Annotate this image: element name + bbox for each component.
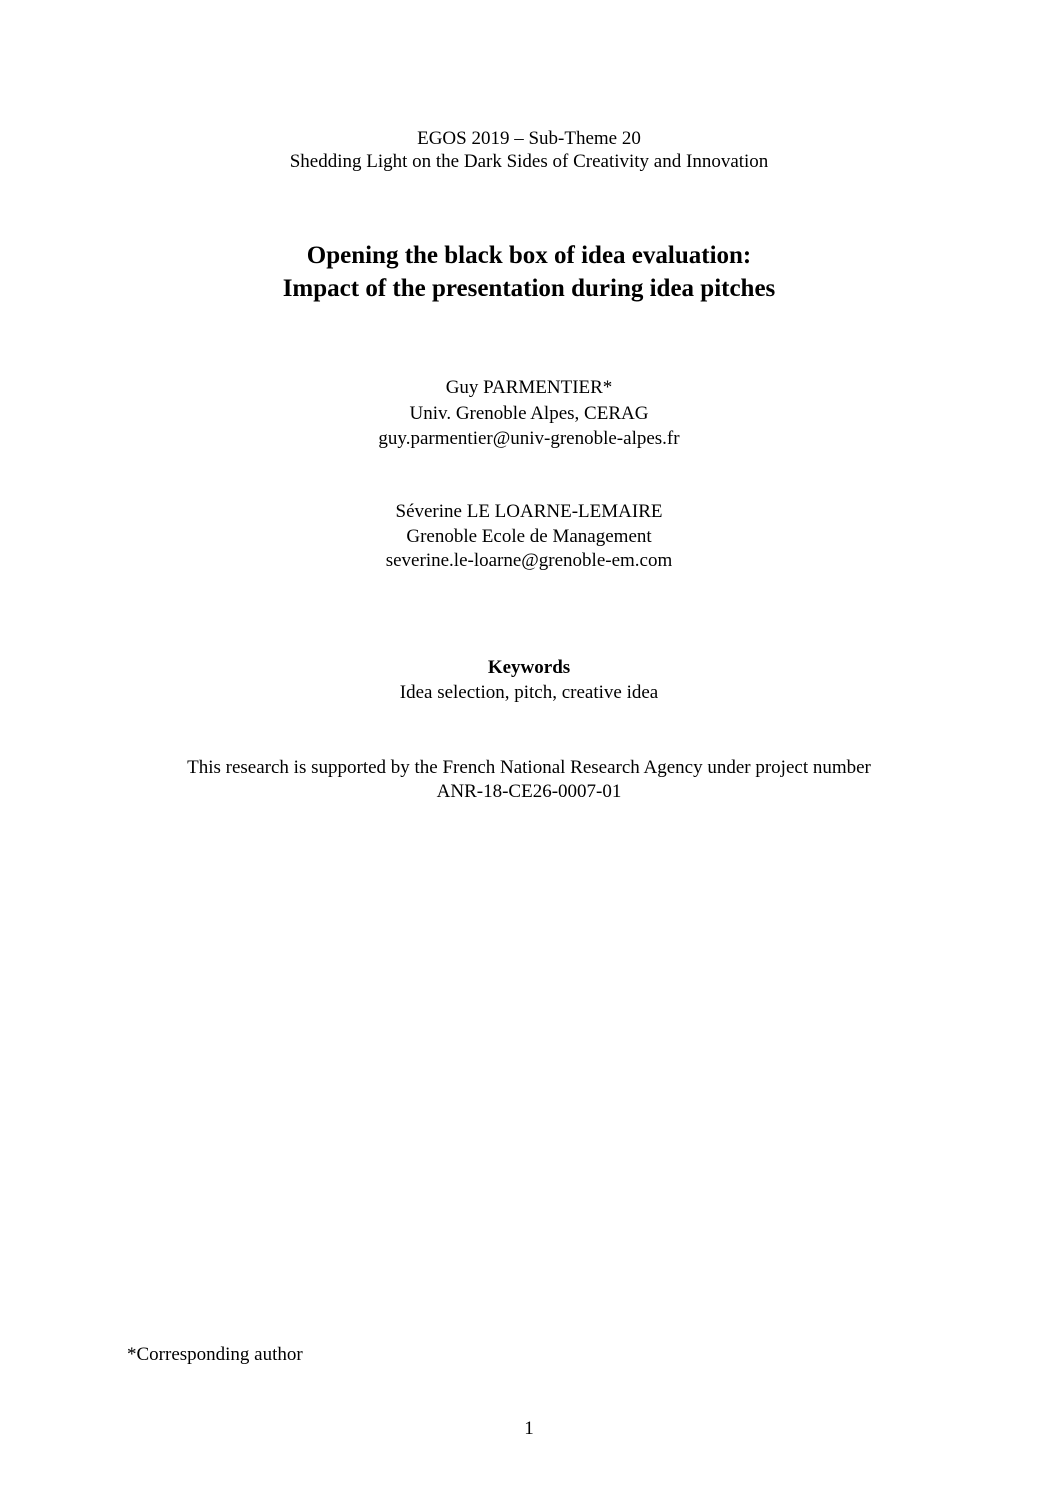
keywords-text: Idea selection, pitch, creative idea	[399, 682, 659, 703]
project-number: ANR-18-CE26-0007-01	[436, 781, 622, 802]
page-number: 1	[524, 1418, 534, 1439]
subtheme-line: Shedding Light on the Dark Sides of Creativity and Innovation	[289, 151, 769, 172]
corresponding-author-footnote: *Corresponding author	[127, 1344, 303, 1365]
author-affiliation: Univ. Grenoble Alpes, CERAG	[409, 403, 649, 424]
author-email: severine.le-loarne@grenoble-em.com	[385, 550, 673, 571]
author-affiliation: Grenoble Ecole de Management	[406, 526, 652, 547]
author-name: Séverine LE LOARNE-LEMAIRE	[395, 501, 663, 522]
paper-title-line-1: Opening the black box of idea evaluation:	[306, 242, 752, 269]
author-name: Guy PARMENTIER*	[445, 377, 613, 398]
conference-line: EGOS 2019 – Sub-Theme 20	[417, 128, 641, 149]
keywords-heading: Keywords	[487, 657, 571, 678]
author-email: guy.parmentier@univ-grenoble-alpes.fr	[378, 428, 680, 449]
paper-title-line-2: Impact of the presentation during idea pitches	[282, 275, 776, 302]
funding-statement: This research is supported by the French National Research Agency under project number	[187, 757, 871, 778]
